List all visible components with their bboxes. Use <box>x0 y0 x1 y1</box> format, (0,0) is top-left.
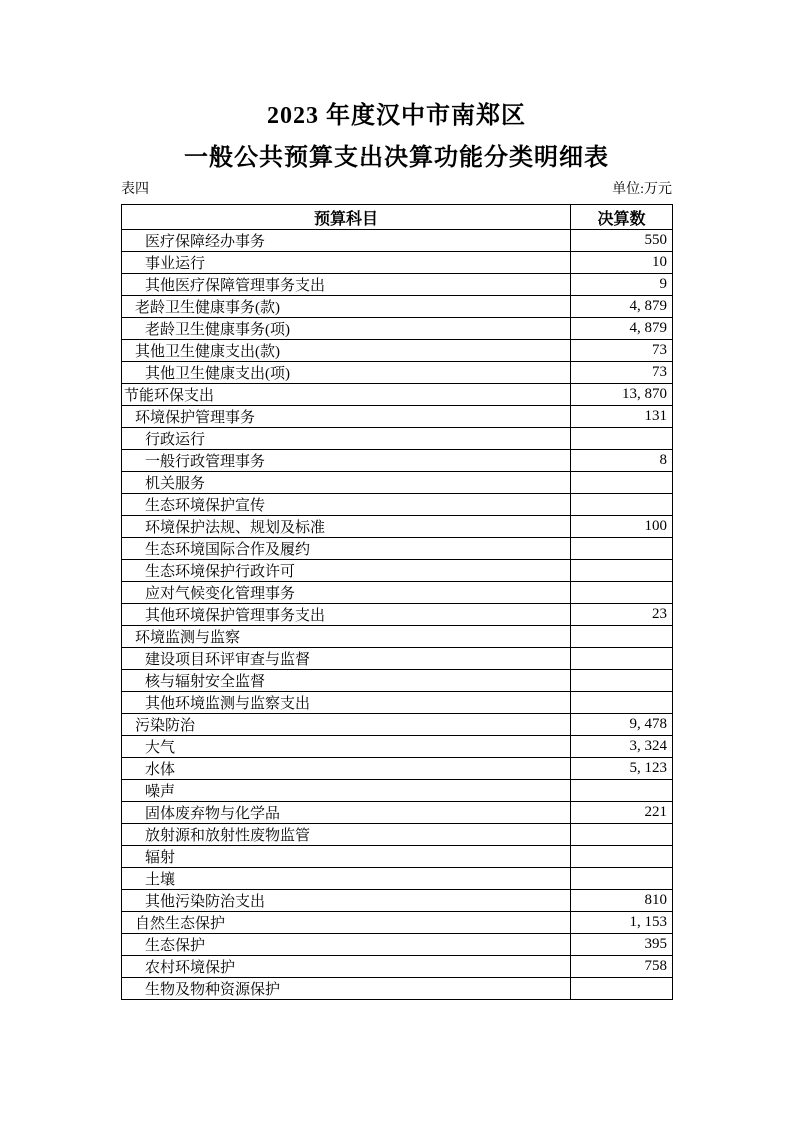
subject-cell: 建设项目环评审查与监督 <box>122 648 571 670</box>
table-row <box>122 406 673 428</box>
amount-cell <box>571 494 673 516</box>
amount-cell <box>571 648 673 670</box>
table-row <box>122 692 673 714</box>
table-row <box>122 824 673 846</box>
subject-cell: 污染防治 <box>122 714 571 736</box>
table-row <box>122 604 673 626</box>
subject-cell: 其他环境保护管理事务支出 <box>122 604 571 626</box>
table-row <box>122 362 673 384</box>
amount-cell: 550 <box>571 230 673 252</box>
amount-cell <box>571 582 673 604</box>
amount-cell: 3, 324 <box>571 736 673 758</box>
amount-cell <box>571 428 673 450</box>
amount-cell <box>571 846 673 868</box>
table-row <box>122 956 673 978</box>
subject-cell: 其他环境监测与监察支出 <box>122 692 571 714</box>
table-row <box>122 318 673 340</box>
budget-table <box>121 204 673 1000</box>
subject-cell: 核与辐射安全监督 <box>122 670 571 692</box>
table-meta-row <box>121 181 672 199</box>
subject-cell: 其他卫生健康支出(款) <box>122 340 571 362</box>
amount-cell: 13, 870 <box>571 384 673 406</box>
table-row <box>122 648 673 670</box>
table-row <box>122 626 673 648</box>
amount-cell <box>571 692 673 714</box>
subject-cell: 生态环境保护宣传 <box>122 494 571 516</box>
column-header-subject: 预算科目 <box>122 205 571 230</box>
amount-cell: 758 <box>571 956 673 978</box>
subject-cell: 土壤 <box>122 868 571 890</box>
amount-cell: 4, 879 <box>571 318 673 340</box>
subject-cell: 农村环境保护 <box>122 956 571 978</box>
subject-cell: 其他卫生健康支出(项) <box>122 362 571 384</box>
unit-label: 单位:万元 <box>612 182 672 197</box>
subject-cell: 放射源和放射性废物监管 <box>122 824 571 846</box>
table-row <box>122 494 673 516</box>
subject-cell: 机关服务 <box>122 472 571 494</box>
amount-cell: 5, 123 <box>571 758 673 780</box>
amount-cell <box>571 538 673 560</box>
subject-cell: 大气 <box>122 736 571 758</box>
subject-cell: 其他污染防治支出 <box>122 890 571 912</box>
table-row <box>122 340 673 362</box>
amount-cell: 4, 879 <box>571 296 673 318</box>
table-row <box>122 780 673 802</box>
table-body <box>122 230 673 1000</box>
subject-cell: 其他医疗保障管理事务支出 <box>122 274 571 296</box>
amount-cell <box>571 472 673 494</box>
amount-cell: 10 <box>571 252 673 274</box>
subject-cell: 噪声 <box>122 780 571 802</box>
subject-cell: 老龄卫生健康事务(款) <box>122 296 571 318</box>
amount-cell: 131 <box>571 406 673 428</box>
table-number-label: 表四 <box>121 182 149 197</box>
amount-cell: 9, 478 <box>571 714 673 736</box>
table-row <box>122 296 673 318</box>
page-title-line1: 2023 年度汉中市南郑区 <box>267 103 526 129</box>
subject-cell: 生态环境国际合作及履约 <box>122 538 571 560</box>
table-row <box>122 582 673 604</box>
table-row <box>122 670 673 692</box>
table-row <box>122 846 673 868</box>
subject-cell: 一般行政管理事务 <box>122 450 571 472</box>
table-row <box>122 274 673 296</box>
amount-cell: 1, 153 <box>571 912 673 934</box>
table-row <box>122 230 673 252</box>
table-row <box>122 934 673 956</box>
subject-cell: 环境监测与监察 <box>122 626 571 648</box>
table-row <box>122 802 673 824</box>
amount-cell <box>571 868 673 890</box>
table-row <box>122 868 673 890</box>
subject-cell: 事业运行 <box>122 252 571 274</box>
subject-cell: 固体废弃物与化学品 <box>122 802 571 824</box>
amount-cell <box>571 978 673 1000</box>
amount-cell: 8 <box>571 450 673 472</box>
amount-cell: 73 <box>571 362 673 384</box>
subject-cell: 医疗保障经办事务 <box>122 230 571 252</box>
table-row <box>122 714 673 736</box>
table-row <box>122 736 673 758</box>
page-title-line2: 一般公共预算支出决算功能分类明细表 <box>184 145 609 171</box>
amount-cell: 395 <box>571 934 673 956</box>
subject-cell: 自然生态保护 <box>122 912 571 934</box>
subject-cell: 行政运行 <box>122 428 571 450</box>
subject-cell: 老龄卫生健康事务(项) <box>122 318 571 340</box>
subject-cell: 水体 <box>122 758 571 780</box>
amount-cell <box>571 626 673 648</box>
subject-cell: 环境保护法规、规划及标准 <box>122 516 571 538</box>
subject-cell: 生物及物种资源保护 <box>122 978 571 1000</box>
subject-cell: 生态环境保护行政许可 <box>122 560 571 582</box>
amount-cell: 23 <box>571 604 673 626</box>
amount-cell: 73 <box>571 340 673 362</box>
amount-cell: 100 <box>571 516 673 538</box>
subject-cell: 生态保护 <box>122 934 571 956</box>
amount-cell: 221 <box>571 802 673 824</box>
subject-cell: 应对气候变化管理事务 <box>122 582 571 604</box>
table-row <box>122 890 673 912</box>
table-row <box>122 472 673 494</box>
amount-cell <box>571 670 673 692</box>
amount-cell <box>571 780 673 802</box>
table-header-row <box>122 205 673 230</box>
amount-cell: 9 <box>571 274 673 296</box>
table-row <box>122 758 673 780</box>
table-row <box>122 912 673 934</box>
amount-cell: 810 <box>571 890 673 912</box>
table-row <box>122 538 673 560</box>
amount-cell <box>571 560 673 582</box>
table-row <box>122 560 673 582</box>
subject-cell: 节能环保支出 <box>122 384 571 406</box>
column-header-amount: 决算数 <box>571 205 673 230</box>
amount-cell <box>571 824 673 846</box>
table-row <box>122 384 673 406</box>
table-row <box>122 978 673 1000</box>
table-row <box>122 450 673 472</box>
table-row <box>122 516 673 538</box>
subject-cell: 辐射 <box>122 846 571 868</box>
table-row <box>122 252 673 274</box>
table-row <box>122 428 673 450</box>
subject-cell: 环境保护管理事务 <box>122 406 571 428</box>
